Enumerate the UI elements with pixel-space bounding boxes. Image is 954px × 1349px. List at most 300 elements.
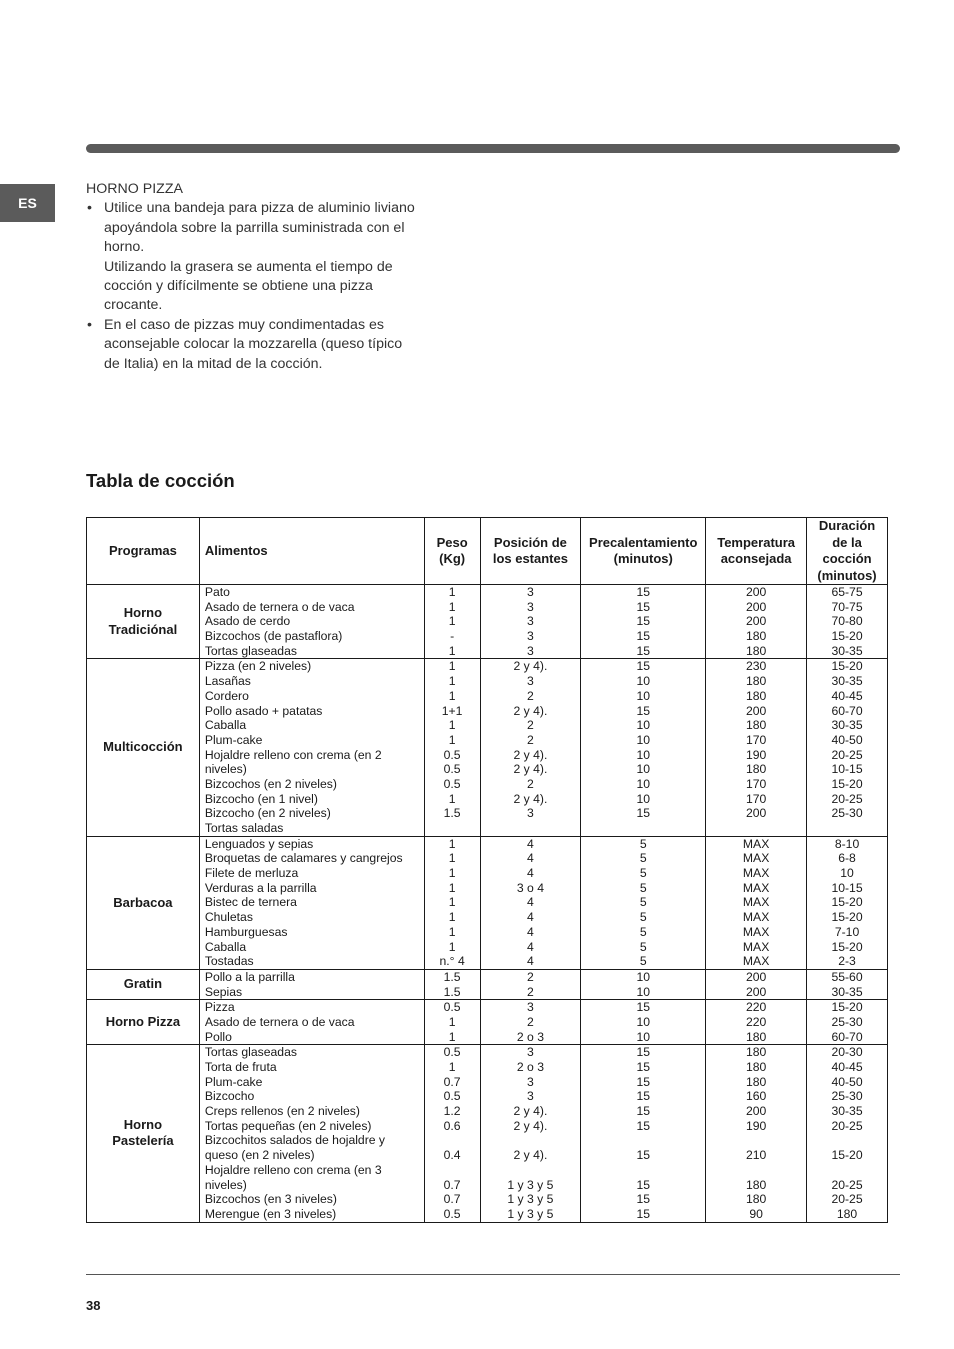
shelf-position-value: 2 y 4). — [513, 1118, 548, 1133]
shelf-position-value: 3 o 4 — [516, 880, 544, 895]
duration-value: 20-25 — [831, 1177, 863, 1192]
weight-value: 1 — [448, 688, 456, 703]
temperature-value: 90 — [749, 1206, 763, 1221]
temperature-value: 220 — [745, 1000, 767, 1015]
shelf-position-value: 2 y 4). — [513, 1148, 548, 1163]
shelf-position-value — [481, 821, 581, 836]
column-header-line: Temperatura — [717, 534, 796, 550]
weight-value: 1 — [448, 599, 456, 614]
food-cell — [199, 969, 424, 999]
food-value: Pizza (en 2 niveles) — [204, 659, 312, 674]
food-value: Hamburguesas — [204, 924, 288, 939]
weight-value: 1.5 — [443, 969, 461, 984]
weight-value: 0.5 — [443, 1089, 461, 1104]
preheat-value: 15 — [636, 1177, 651, 1192]
preheat-value: 15 — [636, 806, 651, 821]
preheat-value: 10 — [636, 969, 651, 984]
weight-value: 1 — [448, 1029, 456, 1044]
preheat-value — [581, 1163, 705, 1178]
weight-value: 1 — [448, 1014, 456, 1029]
tip-item — [86, 199, 466, 315]
preheat-value: 5 — [639, 910, 647, 925]
temperature-value — [706, 1133, 806, 1148]
weight-value: 1 — [448, 866, 456, 881]
preheat-value: 15 — [636, 585, 651, 599]
shelf-position-value: 3 — [527, 599, 534, 614]
food-value: Broquetas de calamares y cangrejos — [204, 851, 403, 866]
food-value: Bizcocho (en 1 nivel) — [204, 791, 318, 806]
duration-value: 15-20 — [831, 659, 863, 674]
duration-value: 40-45 — [831, 688, 863, 703]
food-value: Caballa — [204, 939, 247, 954]
food-value: Creps rellenos (en 2 niveles) — [204, 1104, 360, 1119]
temperature-value: MAX — [742, 851, 770, 866]
temperature-value: 200 — [745, 703, 767, 718]
preheat-cell — [581, 585, 706, 659]
shelf-position-value: 2 y 4). — [513, 659, 548, 674]
program-name-line: Gratin — [123, 976, 163, 992]
temperature-cell — [706, 1000, 807, 1045]
preheat-value: 15 — [636, 659, 651, 674]
tip-line: horno. — [104, 239, 145, 256]
temperature-value: 200 — [745, 585, 767, 599]
temperature-value: 230 — [745, 659, 767, 674]
food-value: niveles) — [204, 762, 247, 777]
duration-value: 70-75 — [831, 599, 863, 614]
food-value: Cordero — [204, 688, 249, 703]
weight-value: 0.5 — [443, 747, 461, 762]
shelf-position-value: 2 — [527, 969, 534, 984]
weight-value: 0.6 — [443, 1118, 461, 1133]
table-title: Tabla de cocción — [86, 470, 235, 491]
duration-value: 20-30 — [831, 1045, 863, 1060]
preheat-value: 10 — [636, 688, 651, 703]
food-value: Asado de ternera o de vaca — [204, 1014, 355, 1029]
food-value: Tortas saladas — [204, 821, 284, 835]
food-value: niveles) — [204, 1177, 247, 1192]
food-value: Pollo — [204, 1029, 232, 1044]
temperature-value: 180 — [745, 1192, 767, 1207]
preheat-value: 10 — [636, 1014, 651, 1029]
preheat-value: 15 — [636, 1000, 651, 1015]
bullet-icon: • — [87, 200, 92, 217]
shelf-position-value: 2 o 3 — [516, 1060, 544, 1074]
shelf-position-value: 2 y 4). — [513, 762, 548, 777]
duration-value: 15-20 — [831, 1148, 863, 1163]
weight-cell — [424, 659, 480, 836]
preheat-value: 10 — [636, 791, 651, 806]
shelf-position-value: 3 — [527, 1000, 534, 1015]
temperature-value: 180 — [745, 762, 767, 777]
shelf-position-value: 3 — [527, 629, 534, 644]
program-name-line: Horno Pizza — [105, 1014, 181, 1030]
food-value: Tortas glaseadas — [204, 643, 297, 658]
column-header-line: Duración — [818, 518, 876, 533]
duration-value: 15-20 — [831, 939, 863, 954]
shelf-position-value: 4 — [527, 954, 534, 969]
weight-value: 0.5 — [443, 1000, 461, 1015]
program-name — [87, 659, 200, 836]
duration-value: 65-75 — [831, 585, 863, 599]
food-value: Asado de cerdo — [204, 614, 291, 629]
food-cell — [199, 836, 424, 969]
shelf-position-value: 2 y 4). — [513, 747, 548, 762]
column-header-alimentos — [199, 518, 424, 585]
preheat-value: 15 — [636, 599, 651, 614]
preheat-cell — [581, 836, 706, 969]
shelf-position-value — [481, 1163, 581, 1178]
temperature-value: MAX — [742, 836, 770, 851]
tip-line: crocante. — [104, 297, 163, 314]
column-header-line: (Kg) — [439, 551, 466, 566]
preheat-value: 5 — [639, 880, 647, 895]
weight-value: 1.5 — [443, 984, 461, 999]
shelf-position-value: 3 — [527, 614, 534, 629]
preheat-value: 10 — [636, 732, 651, 747]
duration-value: 70-80 — [831, 614, 863, 629]
preheat-value: 10 — [636, 747, 651, 762]
weight-cell — [424, 1000, 480, 1045]
duration-value: 30-35 — [831, 984, 863, 999]
food-value: Lenguados y sepias — [204, 836, 314, 851]
temperature-value: MAX — [742, 895, 770, 910]
preheat-cell — [581, 1000, 706, 1045]
preheat-value: 15 — [636, 1074, 651, 1089]
program-name-line: Barbacoa — [113, 894, 173, 910]
shelf-position-value: 1 y 3 y 5 — [507, 1206, 554, 1221]
shelf-position-value: 2 — [527, 776, 534, 791]
language-tab: ES — [0, 184, 55, 222]
duration-value: 2-3 — [838, 954, 856, 969]
food-cell — [199, 585, 424, 659]
weight-value: 0.7 — [443, 1177, 461, 1192]
duration-cell — [807, 659, 888, 836]
duration-value: 20-25 — [831, 1118, 863, 1133]
weight-value: 1 — [448, 1060, 456, 1074]
duration-value: 15-20 — [831, 895, 863, 910]
column-header-line: Precalentamiento — [589, 534, 698, 550]
preheat-value: 10 — [636, 718, 651, 733]
preheat-value: 15 — [636, 629, 651, 644]
temperature-value: 180 — [745, 1045, 767, 1060]
column-header-line: cocción — [822, 551, 872, 566]
temperature-cell — [706, 585, 807, 659]
bullet-icon: • — [87, 316, 92, 333]
duration-value: 60-70 — [831, 703, 863, 718]
weight-value: 1 — [448, 643, 456, 658]
column-header-posicion — [480, 518, 581, 585]
temperature-value: 180 — [745, 718, 767, 733]
weight-value: 0.5 — [443, 1206, 461, 1221]
food-value: Bizcocho — [204, 1089, 255, 1104]
food-value: Verduras a la parrilla — [204, 880, 317, 895]
program-name-line: Pastelería — [112, 1133, 174, 1149]
temperature-value: 180 — [745, 1177, 767, 1192]
food-value: Plum-cake — [204, 732, 263, 747]
preheat-value: 15 — [636, 1148, 651, 1163]
temperature-value: 160 — [745, 1089, 767, 1104]
temperature-value: MAX — [742, 910, 770, 925]
temperature-value: 210 — [745, 1148, 767, 1163]
food-value: Filete de merluza — [204, 866, 299, 881]
weight-value — [425, 1133, 480, 1148]
duration-value: 15-20 — [831, 629, 863, 644]
shelf-position-value: 4 — [527, 924, 534, 939]
weight-value: 0.5 — [443, 1045, 461, 1060]
food-value: Sepias — [204, 984, 243, 999]
shelf-position-value: 4 — [527, 866, 534, 881]
shelf-position-value: 2 — [527, 984, 534, 999]
temperature-value: 180 — [745, 674, 767, 689]
preheat-value: 10 — [636, 762, 651, 777]
temperature-value: 220 — [745, 1014, 767, 1029]
food-value: Hojaldre relleno con crema (en 2 — [204, 747, 382, 762]
shelf-position-value: 4 — [527, 895, 534, 910]
column-header-line: de la — [832, 534, 862, 550]
shelf-position-value: 2 — [527, 732, 534, 747]
duration-value: 40-50 — [831, 732, 863, 747]
duration-value: 180 — [836, 1206, 858, 1221]
shelf-position-value: 4 — [527, 851, 534, 866]
shelf-position-value: 4 — [527, 836, 534, 851]
tips-list — [86, 199, 466, 374]
program-row — [87, 969, 888, 999]
food-value: Bizcochitos salados de hojaldre y — [204, 1133, 386, 1148]
program-row — [87, 1000, 888, 1045]
duration-value: 15-20 — [831, 1000, 863, 1015]
weight-value: - — [450, 629, 455, 644]
temperature-value: 180 — [745, 643, 767, 658]
preheat-value: 10 — [636, 984, 651, 999]
weight-value — [425, 1163, 480, 1178]
temperature-value — [706, 1163, 806, 1178]
weight-value: 1 — [448, 791, 456, 806]
food-value: Tostadas — [204, 954, 254, 969]
duration-value: 25-30 — [831, 1089, 863, 1104]
tip-line: apoyándola sobre la parrilla suministrada con el — [104, 219, 405, 236]
weight-value: 1 — [448, 924, 456, 939]
food-value: Lasañas — [204, 674, 251, 689]
weight-value: 0.7 — [443, 1192, 461, 1207]
temperature-cell — [706, 969, 807, 999]
column-header-line: (minutos) — [817, 567, 877, 583]
shelf-position-value: 2 y 4). — [513, 1104, 548, 1119]
shelf-position-value: 3 — [527, 1045, 534, 1060]
food-value: Bistec de ternera — [204, 895, 297, 910]
column-header-temperatura — [706, 518, 807, 585]
weight-value: 1.5 — [443, 806, 461, 821]
duration-cell — [807, 1000, 888, 1045]
duration-value: 6-8 — [838, 851, 856, 866]
footer-rule — [86, 1274, 900, 1275]
weight-value: 0.4 — [443, 1148, 461, 1163]
preheat-value: 15 — [636, 703, 651, 718]
food-value: Pollo a la parrilla — [204, 969, 295, 984]
weight-value: n.° 4 — [439, 954, 465, 969]
tip-line: Utilice una bandeja para pizza de aluminio liviano — [104, 200, 415, 217]
program-name — [87, 1000, 200, 1045]
shelf-position-value: 3 — [527, 674, 534, 689]
preheat-value: 15 — [636, 1060, 651, 1074]
temperature-value: 170 — [745, 776, 767, 791]
tip-line: de Italia) en la mitad de la cocción. — [104, 355, 323, 372]
duration-value: 8-10 — [834, 836, 860, 851]
shelf-position-value: 1 y 3 y 5 — [507, 1192, 554, 1207]
preheat-value: 5 — [639, 836, 647, 851]
program-row — [87, 836, 888, 969]
food-cell — [199, 1000, 424, 1045]
weight-value: 1 — [448, 585, 456, 599]
temperature-value: 180 — [745, 1060, 767, 1074]
weight-value: 1.2 — [443, 1104, 461, 1119]
weight-value: 1 — [448, 614, 456, 629]
program-name — [87, 1045, 200, 1222]
temperature-value: 200 — [745, 599, 767, 614]
preheat-value: 5 — [639, 866, 647, 881]
temperature-value: 180 — [745, 629, 767, 644]
temperature-value: MAX — [742, 954, 770, 969]
food-value: Bizcochos (en 2 niveles) — [204, 776, 337, 791]
duration-value: 40-50 — [831, 1074, 863, 1089]
food-value: Pizza — [204, 1000, 235, 1015]
shelf-position-value: 4 — [527, 939, 534, 954]
shelf-position-value — [481, 1133, 581, 1148]
program-row — [87, 659, 888, 836]
preheat-value: 15 — [636, 1118, 651, 1133]
weight-value: 1 — [448, 659, 456, 674]
temperature-cell — [706, 836, 807, 969]
preheat-cell — [581, 659, 706, 836]
food-value: Pollo asado + patatas — [204, 703, 323, 718]
shelf-position-value: 2 y 4). — [513, 791, 548, 806]
temperature-value: 180 — [745, 1074, 767, 1089]
temperature-value: 190 — [745, 1118, 767, 1133]
duration-value — [807, 1133, 887, 1148]
shelf-position-value: 2 — [527, 718, 534, 733]
food-value: Bizcocho (en 2 niveles) — [204, 806, 331, 821]
weight-cell — [424, 969, 480, 999]
shelf-position-value: 2 o 3 — [516, 1029, 544, 1044]
duration-value: 30-35 — [831, 1104, 863, 1119]
header-bar — [86, 144, 900, 153]
weight-value: 1 — [448, 836, 456, 851]
duration-value: 20-25 — [831, 747, 863, 762]
shelf-position-cell — [480, 836, 581, 969]
shelf-position-value: 3 — [527, 585, 534, 599]
food-cell — [199, 659, 424, 836]
duration-value: 30-35 — [831, 643, 863, 658]
temperature-value: 200 — [745, 806, 767, 821]
duration-value: 7-10 — [834, 924, 860, 939]
food-value: Plum-cake — [204, 1074, 263, 1089]
temperature-value: 200 — [745, 969, 767, 984]
temperature-value: 200 — [745, 984, 767, 999]
duration-value: 20-25 — [831, 791, 863, 806]
weight-cell — [424, 1045, 480, 1222]
duration-value: 10-15 — [831, 880, 863, 895]
column-header-line: Posición de — [493, 534, 567, 550]
shelf-position-value: 1 y 3 y 5 — [507, 1177, 554, 1192]
preheat-value: 10 — [636, 1029, 651, 1044]
shelf-position-value: 3 — [527, 643, 534, 658]
preheat-value — [581, 821, 705, 836]
duration-value: 10-15 — [831, 762, 863, 777]
preheat-cell — [581, 1045, 706, 1222]
program-row — [87, 585, 888, 659]
column-header-line: Peso — [436, 534, 468, 550]
program-name — [87, 836, 200, 969]
preheat-value — [581, 1133, 705, 1148]
shelf-position-value: 3 — [527, 806, 534, 821]
food-value: Caballa — [204, 718, 247, 733]
program-name-line: Horno — [123, 1116, 163, 1132]
weight-cell — [424, 836, 480, 969]
duration-value — [807, 1163, 887, 1178]
column-header-precalentamiento — [581, 518, 706, 585]
temperature-cell — [706, 1045, 807, 1222]
food-value: Merengue (en 3 niveles) — [204, 1206, 337, 1221]
temperature-value: 170 — [745, 732, 767, 747]
weight-value: 0.5 — [443, 762, 461, 777]
tip-line: aconsejable colocar la mozzarella (queso típico — [104, 336, 403, 353]
shelf-position-cell — [480, 659, 581, 836]
temperature-value: MAX — [742, 866, 770, 881]
duration-value: 20-25 — [831, 1192, 863, 1207]
preheat-value: 5 — [639, 939, 647, 954]
preheat-value: 15 — [636, 614, 651, 629]
table-body — [87, 585, 888, 1223]
column-header-line: los estantes — [492, 551, 568, 566]
shelf-position-value: 2 — [527, 1014, 534, 1029]
food-value: Bizcochos (en 3 niveles) — [204, 1192, 337, 1207]
tip-line: Utilizando la grasera se aumenta el tiempo de — [104, 258, 393, 275]
preheat-value: 15 — [636, 1045, 651, 1060]
weight-value — [425, 821, 480, 836]
cooking-table — [86, 517, 888, 1223]
preheat-value: 15 — [636, 1089, 651, 1104]
duration-cell — [807, 1045, 888, 1222]
column-header-line: Alimentos — [204, 542, 268, 558]
program-name-line: Tradiciónal — [108, 621, 178, 637]
column-header-line: Programas — [108, 542, 177, 558]
temperature-value: 180 — [745, 1029, 767, 1044]
column-header-line: aconsejada — [720, 551, 792, 566]
tip-line: En el caso de pizzas muy condimentadas es — [104, 316, 384, 333]
weight-value: 1 — [448, 718, 456, 733]
shelf-position-cell — [480, 1045, 581, 1222]
food-value: Tortas pequeñas (en 2 niveles) — [204, 1118, 372, 1133]
temperature-value: 180 — [745, 688, 767, 703]
column-header-duracion — [807, 518, 888, 585]
duration-cell — [807, 585, 888, 659]
program-name — [87, 585, 200, 659]
weight-value: 1 — [448, 895, 456, 910]
program-name-line: Horno — [123, 605, 163, 621]
duration-value: 25-30 — [831, 806, 863, 821]
preheat-value: 10 — [636, 674, 651, 689]
preheat-value: 5 — [639, 954, 647, 969]
weight-value: 1 — [448, 732, 456, 747]
duration-value: 15-20 — [831, 776, 863, 791]
weight-value: 1+1 — [441, 703, 463, 718]
section-heading: HORNO PIZZA — [86, 181, 183, 197]
shelf-position-value: 3 — [527, 1074, 534, 1089]
food-value: queso (en 2 niveles) — [204, 1148, 315, 1163]
preheat-value: 15 — [636, 643, 651, 658]
shelf-position-value: 2 y 4). — [513, 703, 548, 718]
preheat-value: 5 — [639, 924, 647, 939]
food-value: Hojaldre relleno con crema (en 3 — [204, 1162, 382, 1177]
